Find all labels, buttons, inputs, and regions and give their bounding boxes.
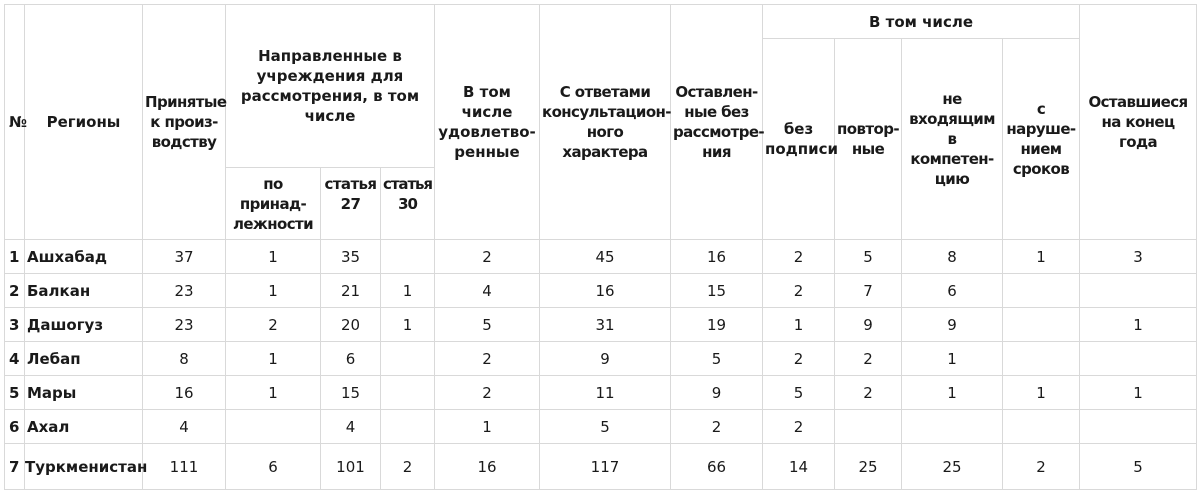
cell-remaining: 1 (1080, 308, 1197, 342)
cell-remaining (1080, 274, 1197, 308)
cell-consultative: 16 (540, 274, 671, 308)
cell-repeated: 2 (835, 376, 902, 410)
cell-article27: 15 (321, 376, 381, 410)
row-number: 7 (5, 444, 25, 490)
row-region: Ашхабад (25, 240, 143, 274)
header-left-without: Оставлен-ные без рассмотре-ния (671, 5, 763, 240)
cell-accepted: 23 (143, 274, 226, 308)
cell-not-competent: 1 (902, 376, 1003, 410)
header-not-competent: не входящим в компетен-цию (902, 39, 1003, 240)
cell-left-without: 66 (671, 444, 763, 490)
cell-consultative: 117 (540, 444, 671, 490)
row-region: Лебап (25, 342, 143, 376)
cell-repeated (835, 410, 902, 444)
cell-remaining (1080, 342, 1197, 376)
header-satisfied: В том числе удовлетво-ренные (435, 5, 540, 240)
header-article27: статья 27 (321, 168, 381, 240)
cell-repeated: 9 (835, 308, 902, 342)
cell-remaining: 5 (1080, 444, 1197, 490)
cell-article30 (381, 342, 435, 376)
cell-accepted: 16 (143, 376, 226, 410)
cell-article27: 4 (321, 410, 381, 444)
cell-remaining (1080, 410, 1197, 444)
cell-unsigned: 14 (763, 444, 835, 490)
cell-violation: 1 (1003, 240, 1080, 274)
header-consultative: С ответами консультацион-ного характера (540, 5, 671, 240)
cell-article30: 2 (381, 444, 435, 490)
cell-affiliation: 1 (226, 274, 321, 308)
cell-article30 (381, 376, 435, 410)
header-accepted: Принятые к произ-водству (143, 5, 226, 240)
row-number: 1 (5, 240, 25, 274)
cell-repeated: 25 (835, 444, 902, 490)
cell-satisfied: 16 (435, 444, 540, 490)
row-number: 3 (5, 308, 25, 342)
row-number: 5 (5, 376, 25, 410)
cell-unsigned: 2 (763, 274, 835, 308)
cell-left-without: 2 (671, 410, 763, 444)
cell-satisfied: 5 (435, 308, 540, 342)
table-row (5, 308, 1197, 342)
cell-accepted: 8 (143, 342, 226, 376)
table-row (5, 410, 1197, 444)
cell-left-without: 5 (671, 342, 763, 376)
cell-consultative: 5 (540, 410, 671, 444)
cell-violation (1003, 274, 1080, 308)
cell-consultative: 9 (540, 342, 671, 376)
cell-unsigned: 2 (763, 342, 835, 376)
cell-article27: 21 (321, 274, 381, 308)
cell-unsigned: 2 (763, 410, 835, 444)
cell-article30: 1 (381, 308, 435, 342)
row-number: 4 (5, 342, 25, 376)
cell-accepted: 37 (143, 240, 226, 274)
cell-violation (1003, 308, 1080, 342)
header-remaining: Оставшиеся на конец года (1080, 5, 1197, 240)
cell-accepted: 4 (143, 410, 226, 444)
cell-remaining: 1 (1080, 376, 1197, 410)
table-row-total (5, 444, 1197, 490)
cell-article27: 20 (321, 308, 381, 342)
header-violation: с наруше-нием сроков (1003, 39, 1080, 240)
table-row (5, 240, 1197, 274)
statistics-table (4, 4, 1197, 490)
cell-left-without: 15 (671, 274, 763, 308)
row-number: 6 (5, 410, 25, 444)
cell-repeated: 2 (835, 342, 902, 376)
cell-violation (1003, 410, 1080, 444)
cell-article27: 6 (321, 342, 381, 376)
cell-left-without: 9 (671, 376, 763, 410)
row-region: Мары (25, 376, 143, 410)
header-number: № (5, 5, 25, 240)
cell-violation (1003, 342, 1080, 376)
header-article30: статья 30 (381, 168, 435, 240)
cell-left-without: 19 (671, 308, 763, 342)
cell-unsigned: 2 (763, 240, 835, 274)
cell-unsigned: 1 (763, 308, 835, 342)
cell-repeated: 7 (835, 274, 902, 308)
cell-article27: 101 (321, 444, 381, 490)
cell-affiliation: 1 (226, 342, 321, 376)
cell-not-competent: 9 (902, 308, 1003, 342)
cell-repeated: 5 (835, 240, 902, 274)
cell-affiliation (226, 410, 321, 444)
row-region: Туркменистан (25, 444, 143, 490)
cell-affiliation: 1 (226, 376, 321, 410)
cell-consultative: 45 (540, 240, 671, 274)
header-unsigned: без подписи (763, 39, 835, 240)
cell-consultative: 11 (540, 376, 671, 410)
cell-remaining: 3 (1080, 240, 1197, 274)
cell-consultative: 31 (540, 308, 671, 342)
cell-not-competent: 8 (902, 240, 1003, 274)
table-row (5, 342, 1197, 376)
header-regions: Регионы (25, 5, 143, 240)
cell-not-competent (902, 410, 1003, 444)
cell-article30: 1 (381, 274, 435, 308)
row-number: 2 (5, 274, 25, 308)
cell-affiliation: 2 (226, 308, 321, 342)
header-repeated: повтор-ные (835, 39, 902, 240)
cell-not-competent: 1 (902, 342, 1003, 376)
row-region: Ахал (25, 410, 143, 444)
cell-not-competent: 6 (902, 274, 1003, 308)
cell-accepted: 23 (143, 308, 226, 342)
cell-article30 (381, 240, 435, 274)
cell-affiliation: 6 (226, 444, 321, 490)
table-row (5, 274, 1197, 308)
header-directed: Направленные в учреждения для рассмотрения, в том числе (226, 5, 435, 168)
header-by-affiliation: по принад-лежности (226, 168, 321, 240)
cell-not-competent: 25 (902, 444, 1003, 490)
cell-satisfied: 2 (435, 342, 540, 376)
row-region: Балкан (25, 274, 143, 308)
table-row (5, 376, 1197, 410)
header-including: В том числе (763, 5, 1080, 39)
cell-violation: 2 (1003, 444, 1080, 490)
cell-satisfied: 2 (435, 376, 540, 410)
cell-article30 (381, 410, 435, 444)
cell-satisfied: 1 (435, 410, 540, 444)
cell-satisfied: 2 (435, 240, 540, 274)
cell-satisfied: 4 (435, 274, 540, 308)
cell-accepted: 111 (143, 444, 226, 490)
cell-unsigned: 5 (763, 376, 835, 410)
cell-violation: 1 (1003, 376, 1080, 410)
cell-article27: 35 (321, 240, 381, 274)
cell-affiliation: 1 (226, 240, 321, 274)
cell-left-without: 16 (671, 240, 763, 274)
row-region: Дашогуз (25, 308, 143, 342)
